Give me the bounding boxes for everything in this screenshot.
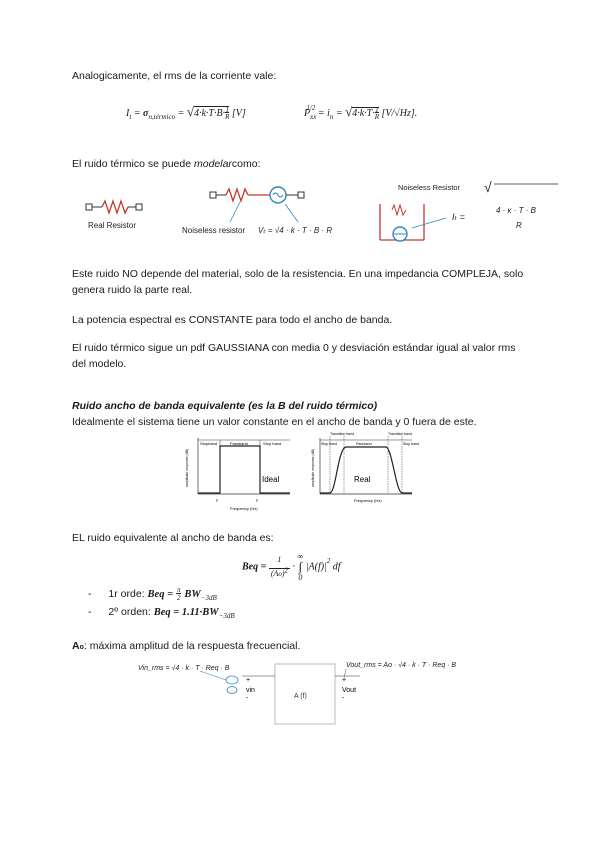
equation-beq: Beq = $\frac{1}{(Ao)2}$ · ∞ ∫ 0 $|A(f)|^2$ df bbox=[242, 552, 341, 582]
ao-text: : máxima amplitud de la respuesta frecuencial. bbox=[83, 640, 301, 652]
vout-minus: - bbox=[342, 695, 345, 702]
bullet-tail-first: BW bbox=[184, 588, 201, 600]
vin-minus: - bbox=[246, 695, 249, 702]
model-text-before: El ruido térmico se puede bbox=[72, 158, 194, 170]
eq2-rhs: 4·k·T· bbox=[352, 108, 375, 119]
eq1-rhs: 4·k·T·B· bbox=[193, 108, 226, 119]
sqrt-symbol: √ bbox=[484, 180, 492, 195]
eq2-unit: [V/√Hz]. bbox=[381, 108, 418, 119]
paragraph-no-material: Este ruido NO depende del material, solo de la resistencia. En una impedancia COMPLEJA, solo genera ruido la parte real. bbox=[72, 268, 524, 296]
ao-symbol: A bbox=[72, 640, 80, 652]
bullet-sub-second: −3dB bbox=[218, 612, 235, 620]
terminal-left bbox=[86, 204, 92, 210]
beq-den-sub: o bbox=[278, 569, 282, 578]
equation-psd: $P_{xx}^{1/2} = i_n = √4\cdot k\cdot T\cdot\frac{1}{R} [V/√Hz]$. bbox=[304, 104, 418, 121]
bullet-sub-first: −3dB bbox=[200, 593, 217, 602]
list-item-first-order bbox=[88, 586, 217, 602]
beq-den: (A bbox=[270, 568, 279, 578]
label-noiseless-resistor-2: Noiseless Resistor bbox=[398, 183, 461, 192]
ideal-label: Ideal bbox=[262, 475, 280, 484]
eq1-frac-num: 1 bbox=[225, 105, 229, 114]
bullet-marker: - bbox=[88, 606, 92, 618]
real-region-stop-right: Stop band bbox=[403, 442, 419, 446]
eq2-lhs-sub: xx bbox=[310, 113, 317, 121]
beq-upper: ∞ bbox=[297, 552, 304, 561]
noiseless-resistor-2-zigzag bbox=[392, 205, 406, 215]
ideal-region-stop-left: Stopband bbox=[200, 441, 218, 446]
block-label: A (f) bbox=[294, 693, 307, 700]
paragraph-ideal: Idealmente el sistema tiene un valor constante en el ancho de banda y 0 fuera de este. bbox=[72, 416, 477, 428]
real-region-stop-left: Stop band bbox=[321, 442, 337, 446]
eq2-mid-sub: n bbox=[329, 113, 334, 121]
paragraph-rms: Analogicamente, el rms de la corriente vale: bbox=[72, 70, 277, 82]
label-it-den: R bbox=[516, 221, 522, 230]
label-real-resistor: Real Resistor bbox=[88, 221, 137, 230]
real-label: Real bbox=[354, 475, 371, 484]
ideal-region-pass: Passband bbox=[230, 441, 248, 446]
eq2-sup: 1/2 bbox=[306, 104, 316, 112]
voltage-noise-model bbox=[182, 187, 332, 235]
ideal-region-stop-right: Stop band bbox=[263, 441, 282, 446]
eq2-mid: i bbox=[327, 108, 330, 119]
label-it-num: 4 · κ · T · B bbox=[496, 206, 536, 215]
beq-int-sup: 2 bbox=[326, 557, 331, 566]
beq-num: 1 bbox=[277, 555, 282, 565]
equation-current-rms: $I_t = \sigma_{n,térmico} = √4\cdot k\cdot T\cdot B\cdot\frac{1}{R} [V]$ bbox=[126, 104, 246, 121]
real-region-pass: Passband bbox=[356, 442, 372, 446]
real-xlabel: Frequency (Hz) bbox=[354, 498, 382, 503]
vout-label: Vout bbox=[342, 687, 357, 694]
list-item-second-order bbox=[88, 606, 235, 618]
beq-df: df bbox=[332, 561, 341, 573]
eq1-lhs: I bbox=[126, 108, 130, 119]
label-noiseless-resistor-1: Noiseless resistor bbox=[182, 226, 246, 235]
ideal-fhigh: F bbox=[256, 498, 259, 503]
eq1-unit: [V] bbox=[231, 108, 246, 119]
label-it-lhs: Iₜ = bbox=[452, 212, 465, 222]
bullet-num-first: π bbox=[176, 586, 181, 594]
paragraph-ao bbox=[72, 638, 532, 656]
paragraph-constant: La potencia espectral es CONSTANTE para todo el ancho de banda. bbox=[72, 314, 393, 326]
vin-label: vin bbox=[246, 687, 255, 694]
terminal-right bbox=[136, 204, 142, 210]
real-ylabel: amplitude response (dB) bbox=[311, 448, 315, 487]
filter-response-plots bbox=[180, 432, 420, 512]
current-noise-model bbox=[380, 180, 558, 241]
model-text-after: como: bbox=[231, 158, 261, 170]
eq2-frac-den: R bbox=[374, 112, 379, 121]
ideal-filter-plot bbox=[185, 438, 290, 511]
bullet-marker: - bbox=[88, 587, 92, 600]
real-response-line bbox=[320, 447, 412, 493]
real-transition-right: Transition band bbox=[388, 432, 412, 436]
eq2-frac-num: 1 bbox=[375, 105, 379, 114]
beq-lower: 0 bbox=[298, 573, 303, 582]
ideal-flow: F bbox=[216, 498, 219, 503]
bullet-eq-first: Beq = bbox=[147, 588, 174, 600]
paragraph-equiv: EL ruido equivalente al ancho de banda es: bbox=[72, 532, 274, 544]
section-title: Ruido ancho de banda equivalente (es la B del ruido térmico) bbox=[72, 400, 378, 412]
resistor-zigzag bbox=[102, 201, 128, 213]
real-filter-plot bbox=[311, 432, 419, 503]
real-transition-left: Transition band bbox=[330, 432, 354, 436]
eq1-lhs-sub: t bbox=[129, 113, 132, 121]
eq1-sigma-sub: n,térmico bbox=[148, 113, 176, 121]
ideal-ylabel: amplitude response (dB) bbox=[185, 448, 189, 487]
bullet-label-first: 1r orde: bbox=[108, 587, 145, 600]
vin-plus: + bbox=[246, 677, 251, 684]
beq-den-end: ) bbox=[281, 568, 285, 578]
bullet-eq-second: Beq = 1.11·BW bbox=[153, 607, 219, 618]
real-resistor-diagram bbox=[86, 201, 142, 230]
ao-symbol-sub: o bbox=[79, 644, 84, 651]
beq-lhs: Beq = bbox=[242, 561, 267, 573]
paragraph-gaussian: El ruido térmico sigue un pdf GAUSSIANA con media 0 y desviación estándar igual al valor rms del modelo. bbox=[72, 342, 516, 370]
eq1-frac-den: R bbox=[225, 112, 230, 121]
noise-model-diagrams bbox=[80, 180, 560, 250]
ideal-xlabel: Frequency (Hz) bbox=[230, 506, 258, 511]
vin-marker bbox=[226, 676, 238, 684]
model-text-emph: modelar bbox=[193, 158, 232, 170]
vout-rms-eq: Vout_rms = Ao · √4 · k · T · Req · B bbox=[346, 662, 457, 669]
bullet-label-second: 2º orden: bbox=[108, 606, 151, 618]
beq-integrand: |A(f)| bbox=[305, 561, 327, 573]
vin-rms-eq: Vin_rms = √4 · k · T · Req · B bbox=[138, 665, 230, 672]
bullet-den-first: 2 bbox=[176, 594, 181, 602]
vout-plus: + bbox=[342, 677, 347, 684]
ideal-response-line bbox=[198, 446, 290, 493]
eq1-sigma: σ bbox=[143, 108, 149, 119]
noiseless-resistor-zigzag bbox=[226, 189, 248, 201]
paragraph-model bbox=[72, 156, 532, 172]
eq2-lhs: P bbox=[304, 108, 311, 119]
beq-den-sup: 2 bbox=[284, 566, 289, 575]
system-block-diagram bbox=[130, 656, 490, 736]
label-vt-eq: Vₜ = √4 · k · T · B · R bbox=[258, 226, 333, 235]
